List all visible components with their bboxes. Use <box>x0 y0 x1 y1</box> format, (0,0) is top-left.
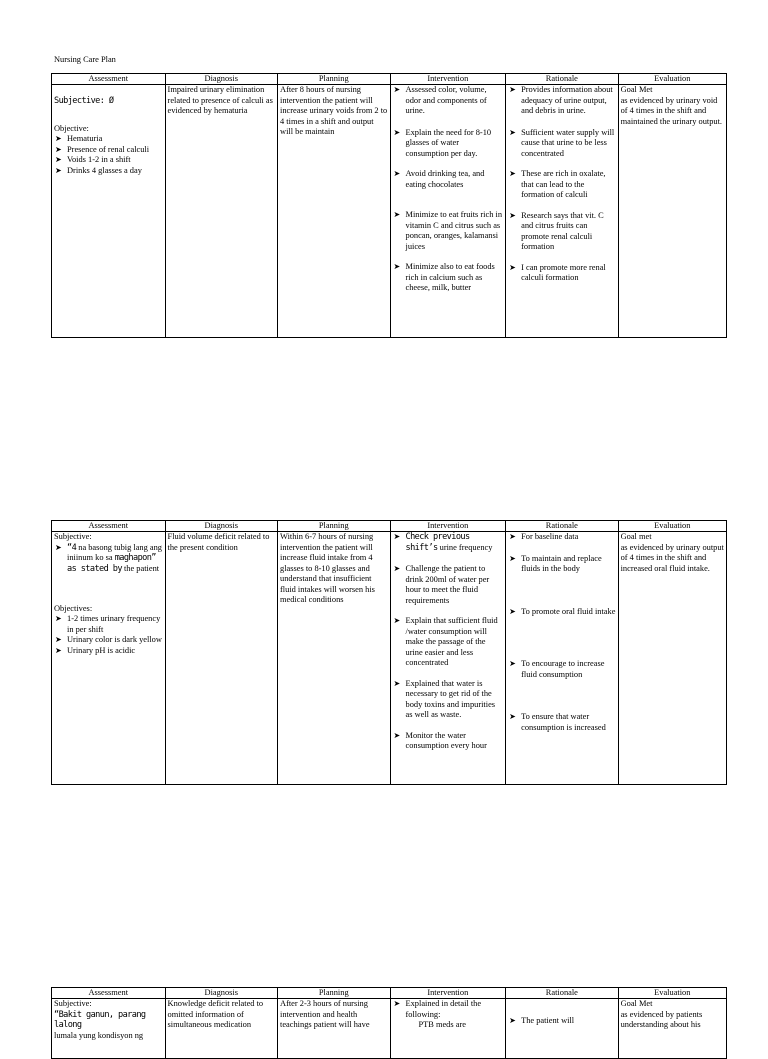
header-intervention: Intervention <box>390 988 506 999</box>
document-title: Nursing Care Plan <box>54 55 116 64</box>
subjective-label: Subjective: <box>54 999 92 1008</box>
list-item: ➤ Explained in detail the following: <box>393 999 504 1020</box>
list-item: ➤ To encourage to increase fluid consumption <box>508 659 615 680</box>
subjective-quote-rest: lumala yung kondisyon ng <box>54 1030 144 1040</box>
subjective-quote: “Bakit ganun, parang lalong <box>54 1009 146 1031</box>
list-item: ➤ I can promote more renal calculi formation <box>508 263 615 284</box>
diagnosis-cell: Impaired urinary elimination related to presence of calculi as evidenced by hematuria <box>165 85 277 338</box>
evaluation-cell <box>618 532 726 785</box>
rationale-cell <box>506 999 618 1059</box>
objective-label: Objective: <box>54 123 89 133</box>
list-item: ➤ Minimize to eat fruits rich in vitamin C and citrus such as poncan, oranges, kalamansi juices <box>393 210 504 252</box>
header-evaluation: Evaluation <box>618 988 726 999</box>
header-planning: Planning <box>278 74 390 85</box>
evaluation-text: as evidenced by urinary output of 4 times in the shift and increased oral fluid intake. <box>620 542 724 573</box>
evaluation-cell <box>618 85 726 338</box>
header-row <box>52 988 727 999</box>
header-evaluation: Evaluation <box>618 74 726 85</box>
list-item: ➤ Presence of renal calculi <box>54 145 163 156</box>
list-item: ➤ 1-2 times urinary frequency in per shift <box>54 614 163 635</box>
diagnosis-cell: Fluid volume deficit related to the present condition <box>165 532 277 785</box>
table-row <box>52 532 727 785</box>
objective-label: Objectives: <box>54 603 93 613</box>
assessment-cell <box>52 85 166 338</box>
planning-cell: After 2-3 hours of nursing intervention and health teachings patient will have <box>278 999 390 1059</box>
evaluation-cell <box>618 999 726 1059</box>
list-item: ➤ For baseline data <box>508 532 615 543</box>
header-evaluation: Evaluation <box>618 521 726 532</box>
list-item: ➤ Research says that vit. C and citrus fruits can promote renal calculi formation <box>508 211 615 253</box>
diagnosis-cell: Knowledge deficit related to omitted information of simultaneous medication <box>165 999 277 1059</box>
header-planning: Planning <box>278 521 390 532</box>
intervention-cell <box>390 85 506 338</box>
list-item: ➤ Check previous shift’s urine frequency <box>393 532 504 553</box>
list-item: ➤ Explain that sufficient fluid /water consumption will make the passage of the urine easier and less concentrated <box>393 616 504 669</box>
care-plan-table-3 <box>51 987 727 1059</box>
header-planning: Planning <box>278 988 390 999</box>
assessment-cell <box>52 999 166 1059</box>
header-row <box>52 521 727 532</box>
rationale-cell <box>506 85 618 338</box>
list-item: ➤ Provides information about adequacy of urine output, and debris in urine. <box>508 85 615 117</box>
list-item: ➤ Voids 1-2 in a shift <box>54 155 163 166</box>
list-item: ➤ Drinks 4 glasses a day <box>54 166 163 177</box>
evaluation-text: as evidenced by patients understanding about his <box>620 1009 703 1029</box>
header-rationale: Rationale <box>506 521 618 532</box>
care-plan-table-1 <box>51 73 727 338</box>
header-assessment: Assessment <box>52 988 166 999</box>
planning-cell: Within 6-7 hours of nursing intervention the patient will increase fluid intake from 4 glasses to 8-10 glasses and understand that insufficient fluid intakes will worsen his medical conditions <box>278 532 390 785</box>
list-item: ➤ Avoid drinking tea, and eating chocolates <box>393 169 504 190</box>
care-plan-table-2 <box>51 520 727 785</box>
list-item: ➤ Sufficient water supply will cause that urine to be less concentrated <box>508 128 615 160</box>
list-item: ➤ Hematuria <box>54 134 163 145</box>
intervention-cell <box>390 999 506 1059</box>
list-item: ➤ Challenge the patient to drink 200ml of water per hour to meet the fluid requirements <box>393 564 504 606</box>
list-item: ➤ Urinary color is dark yellow <box>54 635 163 646</box>
evaluation-title: Goal Met <box>620 999 653 1008</box>
list-item: ➤ To ensure that water consumption is increased <box>508 712 615 733</box>
list-item: ➤ Monitor the water consumption every hour <box>393 731 504 752</box>
evaluation-text: as evidenced by urinary void of 4 times in the shift and maintained the urinary output. <box>620 95 722 126</box>
evaluation-title: Goal Met <box>620 85 653 94</box>
planning-cell: After 8 hours of nursing intervention the patient will increase urinary voids from 2 to 4 times in a shift and output will be maintain <box>278 85 390 338</box>
subjective-label: Subjective: <box>54 532 92 541</box>
list-item: ➤ Explain the need for 8-10 glasses of water consumption per day. <box>393 128 504 160</box>
rationale-cell <box>506 532 618 785</box>
header-rationale: Rationale <box>506 74 618 85</box>
list-item: ➤ Urinary pH is acidic <box>54 646 163 657</box>
list-item: ➤ These are rich in oxalate, that can lead to the formation of calculi <box>508 169 615 201</box>
table-row <box>52 999 727 1059</box>
list-item: ➤ The patient will <box>508 1016 615 1027</box>
header-diagnosis: Diagnosis <box>165 74 277 85</box>
header-diagnosis: Diagnosis <box>165 521 277 532</box>
table-row <box>52 85 727 338</box>
header-row <box>52 74 727 85</box>
header-intervention: Intervention <box>390 74 506 85</box>
header-intervention: Intervention <box>390 521 506 532</box>
header-assessment: Assessment <box>52 74 166 85</box>
subjective-label: Subjective: Ø <box>54 96 114 106</box>
header-assessment: Assessment <box>52 521 166 532</box>
header-rationale: Rationale <box>506 988 618 999</box>
list-item: ➤ Minimize also to eat foods rich in calcium such as cheese, milk, butter <box>393 262 504 294</box>
list-item: ➤ Explained that water is necessary to get rid of the body toxins and impurities as well as waste. <box>393 679 504 721</box>
assessment-cell <box>52 532 166 785</box>
header-diagnosis: Diagnosis <box>165 988 277 999</box>
intervention-sub: PTB meds are <box>418 1020 466 1029</box>
list-item: ➤ To promote oral fluid intake <box>508 607 615 618</box>
subjective-quote: ➤ “4 na basong tubig lang ang iniinum ko sa maghapon” as stated by the patient <box>54 543 163 575</box>
list-item: ➤ Assessed color, volume, odor and components of urine. <box>393 85 504 117</box>
evaluation-title: Goal met <box>620 532 652 541</box>
list-item: ➤ To maintain and replace fluids in the body <box>508 554 615 575</box>
intervention-cell <box>390 532 506 785</box>
